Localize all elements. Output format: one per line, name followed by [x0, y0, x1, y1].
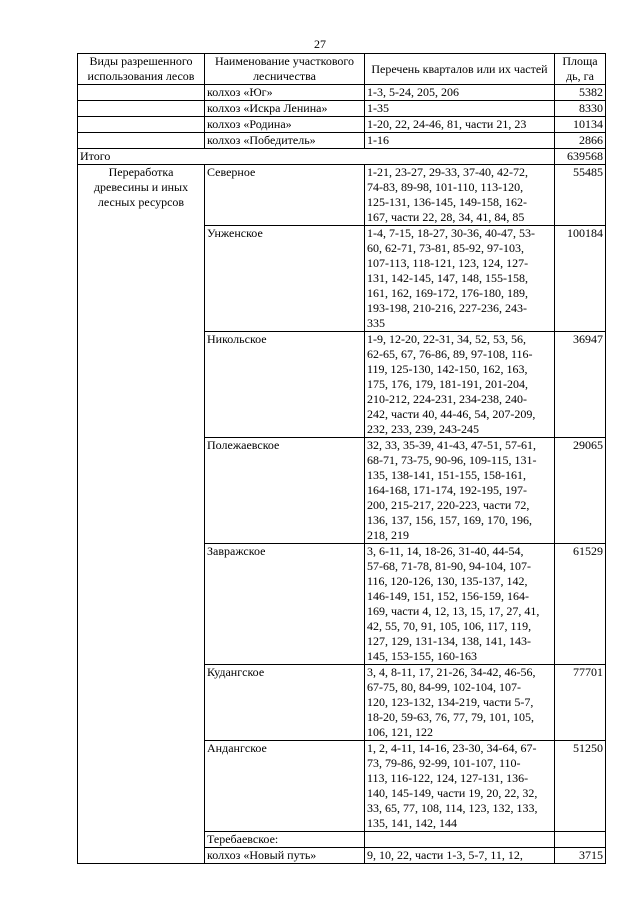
table-row — [78, 133, 606, 149]
table-header-row — [78, 54, 606, 85]
forest-quarters-table — [77, 53, 606, 864]
area-cell: 100184 — [555, 226, 606, 332]
forestry-name-cell: Андангское — [205, 741, 365, 832]
area-cell: 51250 — [555, 741, 606, 832]
area-cell: 10134 — [555, 117, 606, 133]
table-row — [78, 117, 606, 133]
area-cell: 2866 — [555, 133, 606, 149]
quarters-cell: 3, 4, 8-11, 17, 21-26, 34-42, 46-56, 67-75, 80, 84-99, 102-104, 107- 120, 123-132, 134-219, части 5-7, 18-20, 59-63, 76, 77, 79, 101, 105, 106, 121, 122 — [365, 665, 555, 741]
area-cell: 8330 — [555, 101, 606, 117]
area-cell: 36947 — [555, 332, 606, 438]
quarters-cell: 1-21, 23-27, 29-33, 37-40, 42-72, 74-83, 89-98, 101-110, 113-120, 125-131, 136-145, 149-158, 162- 167, части 22, 28, 34, 41, 84, 85 — [365, 165, 555, 226]
forestry-name-cell: Северное — [205, 165, 365, 226]
usage-type-cell — [78, 101, 205, 117]
table-row — [78, 101, 606, 117]
forestry-name-cell: Никольское — [205, 332, 365, 438]
usage-type-cell — [78, 133, 205, 149]
forestry-name-cell: Унженское — [205, 226, 365, 332]
quarters-cell: 1-16 — [365, 133, 555, 149]
header-quarters-list: Перечень кварталов или их частей — [365, 54, 555, 85]
header-area: Площа дь, га — [555, 54, 606, 85]
forestry-name-cell: Завражское — [205, 544, 365, 665]
forestry-name-cell: колхоз «Победитель» — [205, 133, 365, 149]
area-cell: 55485 — [555, 165, 606, 226]
quarters-cell: 1-4, 7-15, 18-27, 30-36, 40-47, 53- 60, 62-71, 73-81, 85-92, 97-103, 107-113, 118-121, 123, 124, 127- 131, 142-145, 147, 148, 155-158, 161, 162, 169-172, 176-180, 189, 193-198, 210-216, 227-236, 243- 335 — [365, 226, 555, 332]
quarters-cell: 32, 33, 35-39, 41-43, 47-51, 57-61, 68-71, 73-75, 90-96, 109-115, 131- 135, 138-141, 151-155, 158-161, 164-168, 171-174, 192-195, 197- 200, 215-217, 220-223, части 72, 136, 137, 156, 157, 169, 170, 196, 218, 219 — [365, 438, 555, 544]
area-cell: 61529 — [555, 544, 606, 665]
forestry-name-cell: колхоз «Искра Ленина» — [205, 101, 365, 117]
usage-type-cell: Переработка древесины и иных лесных ресурсов — [78, 165, 205, 864]
table-row — [78, 85, 606, 101]
quarters-cell: 1-3, 5-24, 205, 206 — [365, 85, 555, 101]
header-usage-type: Виды разрешенного использования лесов — [78, 54, 205, 85]
area-cell: 29065 — [555, 438, 606, 544]
quarters-cell: 1-20, 22, 24-46, 81, части 21, 23 — [365, 117, 555, 133]
usage-type-cell — [78, 85, 205, 101]
forestry-name-cell: Теребаевское: — [205, 832, 365, 848]
area-cell: 5382 — [555, 85, 606, 101]
total-label: Итого — [78, 149, 555, 165]
quarters-cell: 1, 2, 4-11, 14-16, 23-30, 34-64, 67- 73, 79-86, 92-99, 101-107, 110- 113, 116-122, 124, 127-131, 136- 140, 145-149, части 19, 20, 22, 32, 33, 65, 77, 108, 114, 123, 132, 133, 135, 141, 142, 144 — [365, 741, 555, 832]
area-cell: 3715 — [555, 848, 606, 864]
quarters-cell — [365, 832, 555, 848]
forestry-name-cell: Полежаевское — [205, 438, 365, 544]
page-number: 27 — [314, 37, 326, 51]
quarters-cell: 1-35 — [365, 101, 555, 117]
quarters-cell: 9, 10, 22, части 1-3, 5-7, 11, 12, — [365, 848, 555, 864]
area-cell — [555, 832, 606, 848]
quarters-cell: 1-9, 12-20, 22-31, 34, 52, 53, 56, 62-65, 67, 76-86, 89, 97-108, 116- 119, 125-130, 142-150, 162, 163, 175, 176, 179, 181-191, 201-204, 210-212, 224-231, 234-238, 240- 242, части 40, 44-46, 54, 207-209, 232, 233, 239, 243-245 — [365, 332, 555, 438]
forestry-name-cell: колхоз «Новый путь» — [205, 848, 365, 864]
usage-type-cell — [78, 117, 205, 133]
total-row — [78, 149, 606, 165]
total-area: 639568 — [555, 149, 606, 165]
forestry-name-cell: колхоз «Юг» — [205, 85, 365, 101]
quarters-cell: 3, 6-11, 14, 18-26, 31-40, 44-54, 57-68, 71-78, 81-90, 94-104, 107- 116, 120-126, 130, 135-137, 142, 146-149, 151, 152, 156-159, 164- 169, части 4, 12, 13, 15, 17, 27, 41, 42, 55, 70, 91, 105, 106, 117, 119, 127, 129, 131-134, 138, 141, 143- 145, 153-155, 160-163 — [365, 544, 555, 665]
header-forestry-name: Наименование участкового лесничества — [205, 54, 365, 85]
forestry-name-cell: колхоз «Родина» — [205, 117, 365, 133]
area-cell: 77701 — [555, 665, 606, 741]
forestry-name-cell: Кудангское — [205, 665, 365, 741]
table-row — [78, 165, 606, 226]
